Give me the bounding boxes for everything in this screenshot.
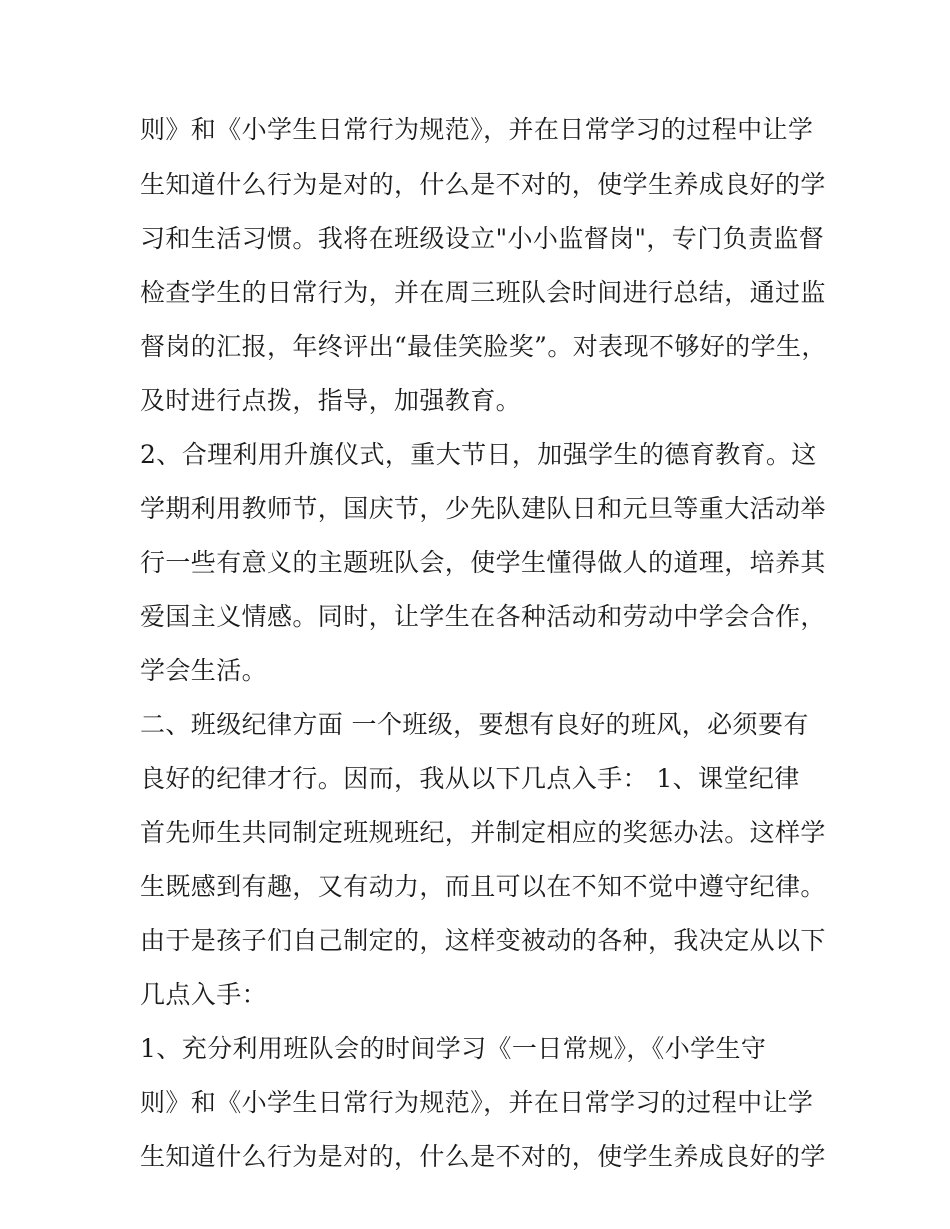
text-line: 二、班级纪律方面 一个班级，要想有良好的班风，必须要有 <box>140 710 809 739</box>
text-line: 检查学生的日常行为，并在周三班队会时间进行总结，通过监 <box>140 278 826 307</box>
text-line: 由于是孩子们自己制定的，这样变被动的各种，我决定从以下 <box>140 926 826 955</box>
text-line: 习和生活习惯。我将在班级设立"小小监督岗"，专门负责监督 <box>140 224 825 253</box>
text-line: 生既感到有趣，又有动力，而且可以在不知不觉中遵守纪律。 <box>140 872 826 901</box>
text-line: 首先师生共同制定班规班纪，并制定相应的奖惩办法。这样学 <box>140 818 826 847</box>
text-line: 则》和《小学生日常行为规范》，并在日常学习的过程中让学 <box>140 1088 814 1117</box>
text-line: 及时进行点拨，指导，加强教育。 <box>140 386 522 415</box>
text-line: 行一些有意义的主题班队会，使学生懂得做人的道理，培养其 <box>140 548 826 577</box>
text-line: 良好的纪律才行。因而，我从以下几点入手： 1、课堂纪律 <box>140 764 800 793</box>
text-line: 生知道什么行为是对的，什么是不对的，使学生养成良好的学 <box>140 170 826 199</box>
text-line: 学期利用教师节，国庆节，少先队建队日和元旦等重大活动举 <box>140 494 826 523</box>
text-line: 督岗的汇报，年终评出“最佳笑脸奖”。对表现不够好的学生， <box>140 332 827 361</box>
text-line: 爱国主义情感。同时，让学生在各种活动和劳动中学会合作， <box>140 602 826 631</box>
text-line: 则》和《小学生日常行为规范》，并在日常学习的过程中让学 <box>140 115 814 144</box>
text-line: 学会生活。 <box>140 656 268 685</box>
text-line: 生知道什么行为是对的，什么是不对的，使学生养成良好的学 <box>140 1142 826 1171</box>
text-line: 2、合理利用升旗仪式，重大节日，加强学生的德育教育。这 <box>140 440 817 469</box>
text-line: 几点入手： <box>140 980 268 1009</box>
text-line: 1、充分利用班队会的时间学习《一日常规》，《小学生守 <box>140 1034 767 1063</box>
